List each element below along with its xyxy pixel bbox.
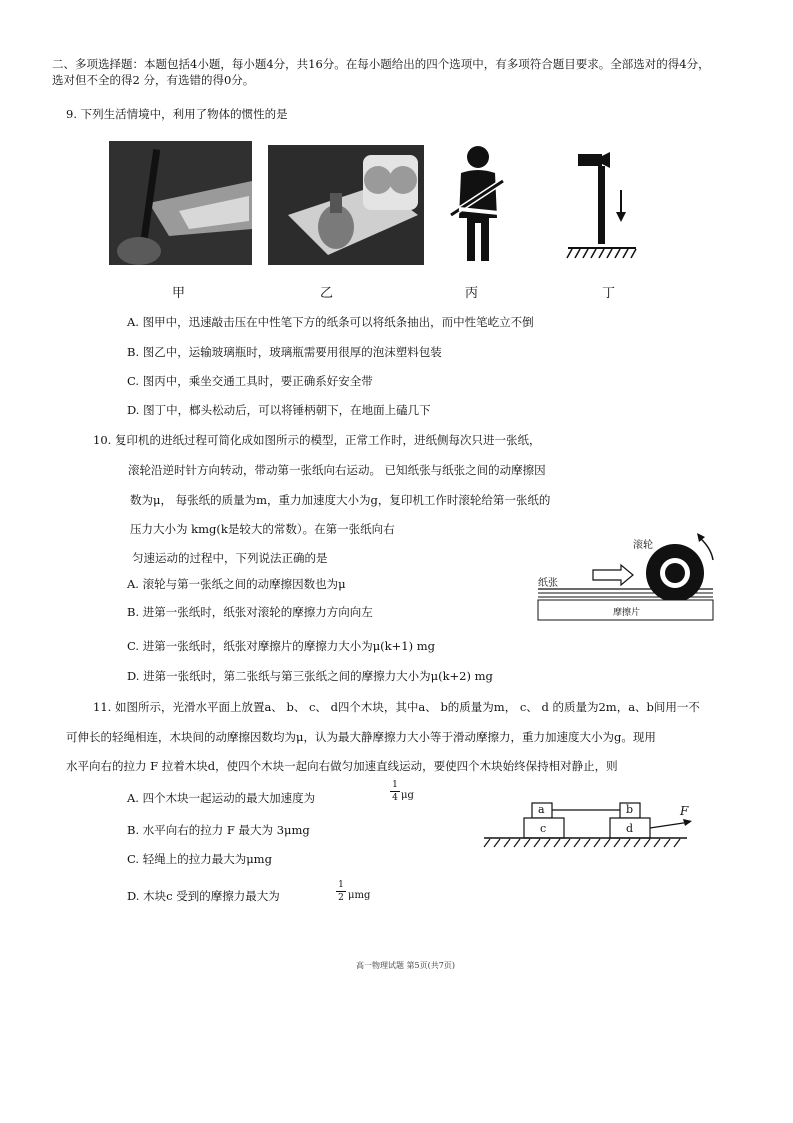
hammer-icon [566,150,638,265]
fraction-denominator: 4 [392,793,398,803]
section-header-line1: 二、多项选择题：本题包括4小题，每小题4分，共16分。在每小题给出的四个选项中，有多项符合题目要求。全部选对的得4分， [52,57,710,71]
q11-option-a-unit: μg [401,790,414,801]
q10-line1: 10. 复印机的进纸过程可简化成如图所示的模型，正常工作时，进纸侧每次只进一张纸， [93,433,541,447]
q10-line2: 滚轮沿逆时针方向转动，带动第一张纸向右运动。 已知纸张与纸张之间的动摩擦因 [128,463,546,477]
q11-option-d-unit: μmg [348,890,371,901]
copier-diagram [535,528,721,626]
q11-line2: 可伸长的轻绳相连，木块间的动摩擦因数均为μ，认为最大静摩擦力大小等于滑动摩擦力，重力加速度大小为g。现用 [66,730,656,744]
q10-line4: 压力大小为 kmg(k是较大的常数）。在第一张纸向右 [130,522,395,536]
photo-yi [268,145,424,265]
photo-jia [109,141,252,265]
block-d-label: d [626,822,634,835]
fraction-numerator: 1 [338,880,344,890]
q9-option-b: B. 图乙中，运输玻璃瓶时，玻璃瓶需要用很厚的泡沫塑料包装 [127,345,442,359]
seatbelt-person-icon [447,143,509,263]
roller-label: 滚轮 [633,540,653,551]
label-yi: 乙 [320,286,334,301]
block-b-label: b [626,803,634,816]
blocks-diagram [482,800,697,850]
label-ding: 丁 [602,286,616,301]
q9-option-a: A. 图甲中，迅速敲击压在中性笔下方的纸条可以将纸条抽出，而中性笔屹立不倒 [127,315,534,329]
pen-on-paper-image [109,141,252,265]
q9-option-d: D. 图丁中，榔头松动后，可以将锤柄朝下，在地面上磕几下 [127,403,431,417]
q10-option-d: D. 进第一张纸时，第二张纸与第三张纸之间的摩擦力大小为μ(k+2) mg [127,669,493,683]
fraction-denominator: 2 [338,893,344,903]
q11-option-c: C. 轻绳上的拉力最大为μmg [127,852,272,866]
q11-line1: 11. 如图所示，光滑水平面上放置a、 b、 c、 d四个木块，其中a、 b的质量为m， c、 d 的质量为2m，a、b间用一不 [93,700,700,714]
q11-line3: 水平向右的拉力 F 拉着木块d，使四个木块一起向右做匀加速直线运动，要使四个木块始终保持相对静止，则 [66,759,618,773]
q10-line5: 匀速运动的过程中，下列说法正确的是 [132,551,328,565]
block-c-label: c [540,822,547,835]
q10-option-b: B. 进第一张纸时，纸张对滚轮的摩擦力方向向左 [127,605,373,619]
rotation-arrow-icon [697,533,705,542]
block-a-label: a [538,803,545,816]
force-label: F [680,804,689,818]
pad-label: 摩擦片 [613,608,641,618]
label-bing: 丙 [465,286,479,301]
fraction-numerator: 1 [392,780,398,790]
q11-option-d-fraction [336,880,346,903]
force-arrow-icon [683,819,692,826]
q9-option-c: C. 图丙中，乘坐交通工具时，要正确系好安全带 [127,374,373,388]
q10-option-a: A. 滚轮与第一张纸之间的动摩擦因数也为μ [127,577,346,591]
q11-option-a-fraction [390,780,400,803]
paper-label: 纸张 [538,578,558,589]
right-arrow-icon [593,565,633,585]
q11-option-a: A. 四个木块一起运动的最大加速度为 [127,791,316,805]
q10-line3: 数为μ， 每张纸的质量为m，重力加速度大小为g，复印机工作时滚轮给第一张纸的 [130,493,551,507]
q11-option-d: D. 木块c 受到的摩擦力最大为 [127,889,280,903]
blocks-diagram-drawing [482,800,697,850]
q10-option-c: C. 进第一张纸时，纸张对摩擦片的摩擦力大小为μ(k+1) mg [127,639,435,653]
section-header-line2: 选对但不全的得2 分，有选错的得0分。 [52,73,255,87]
label-jia: 甲 [172,286,186,301]
bottle-packaging-image [268,145,424,265]
page-footer: 高一物理试题 第5页(共7页) [356,961,455,970]
q11-option-b: B. 水平向右的拉力 F 最大为 3μmg [127,823,310,837]
q9-stem: 9. 下列生活情境中，利用了物体的惯性的是 [66,107,288,121]
